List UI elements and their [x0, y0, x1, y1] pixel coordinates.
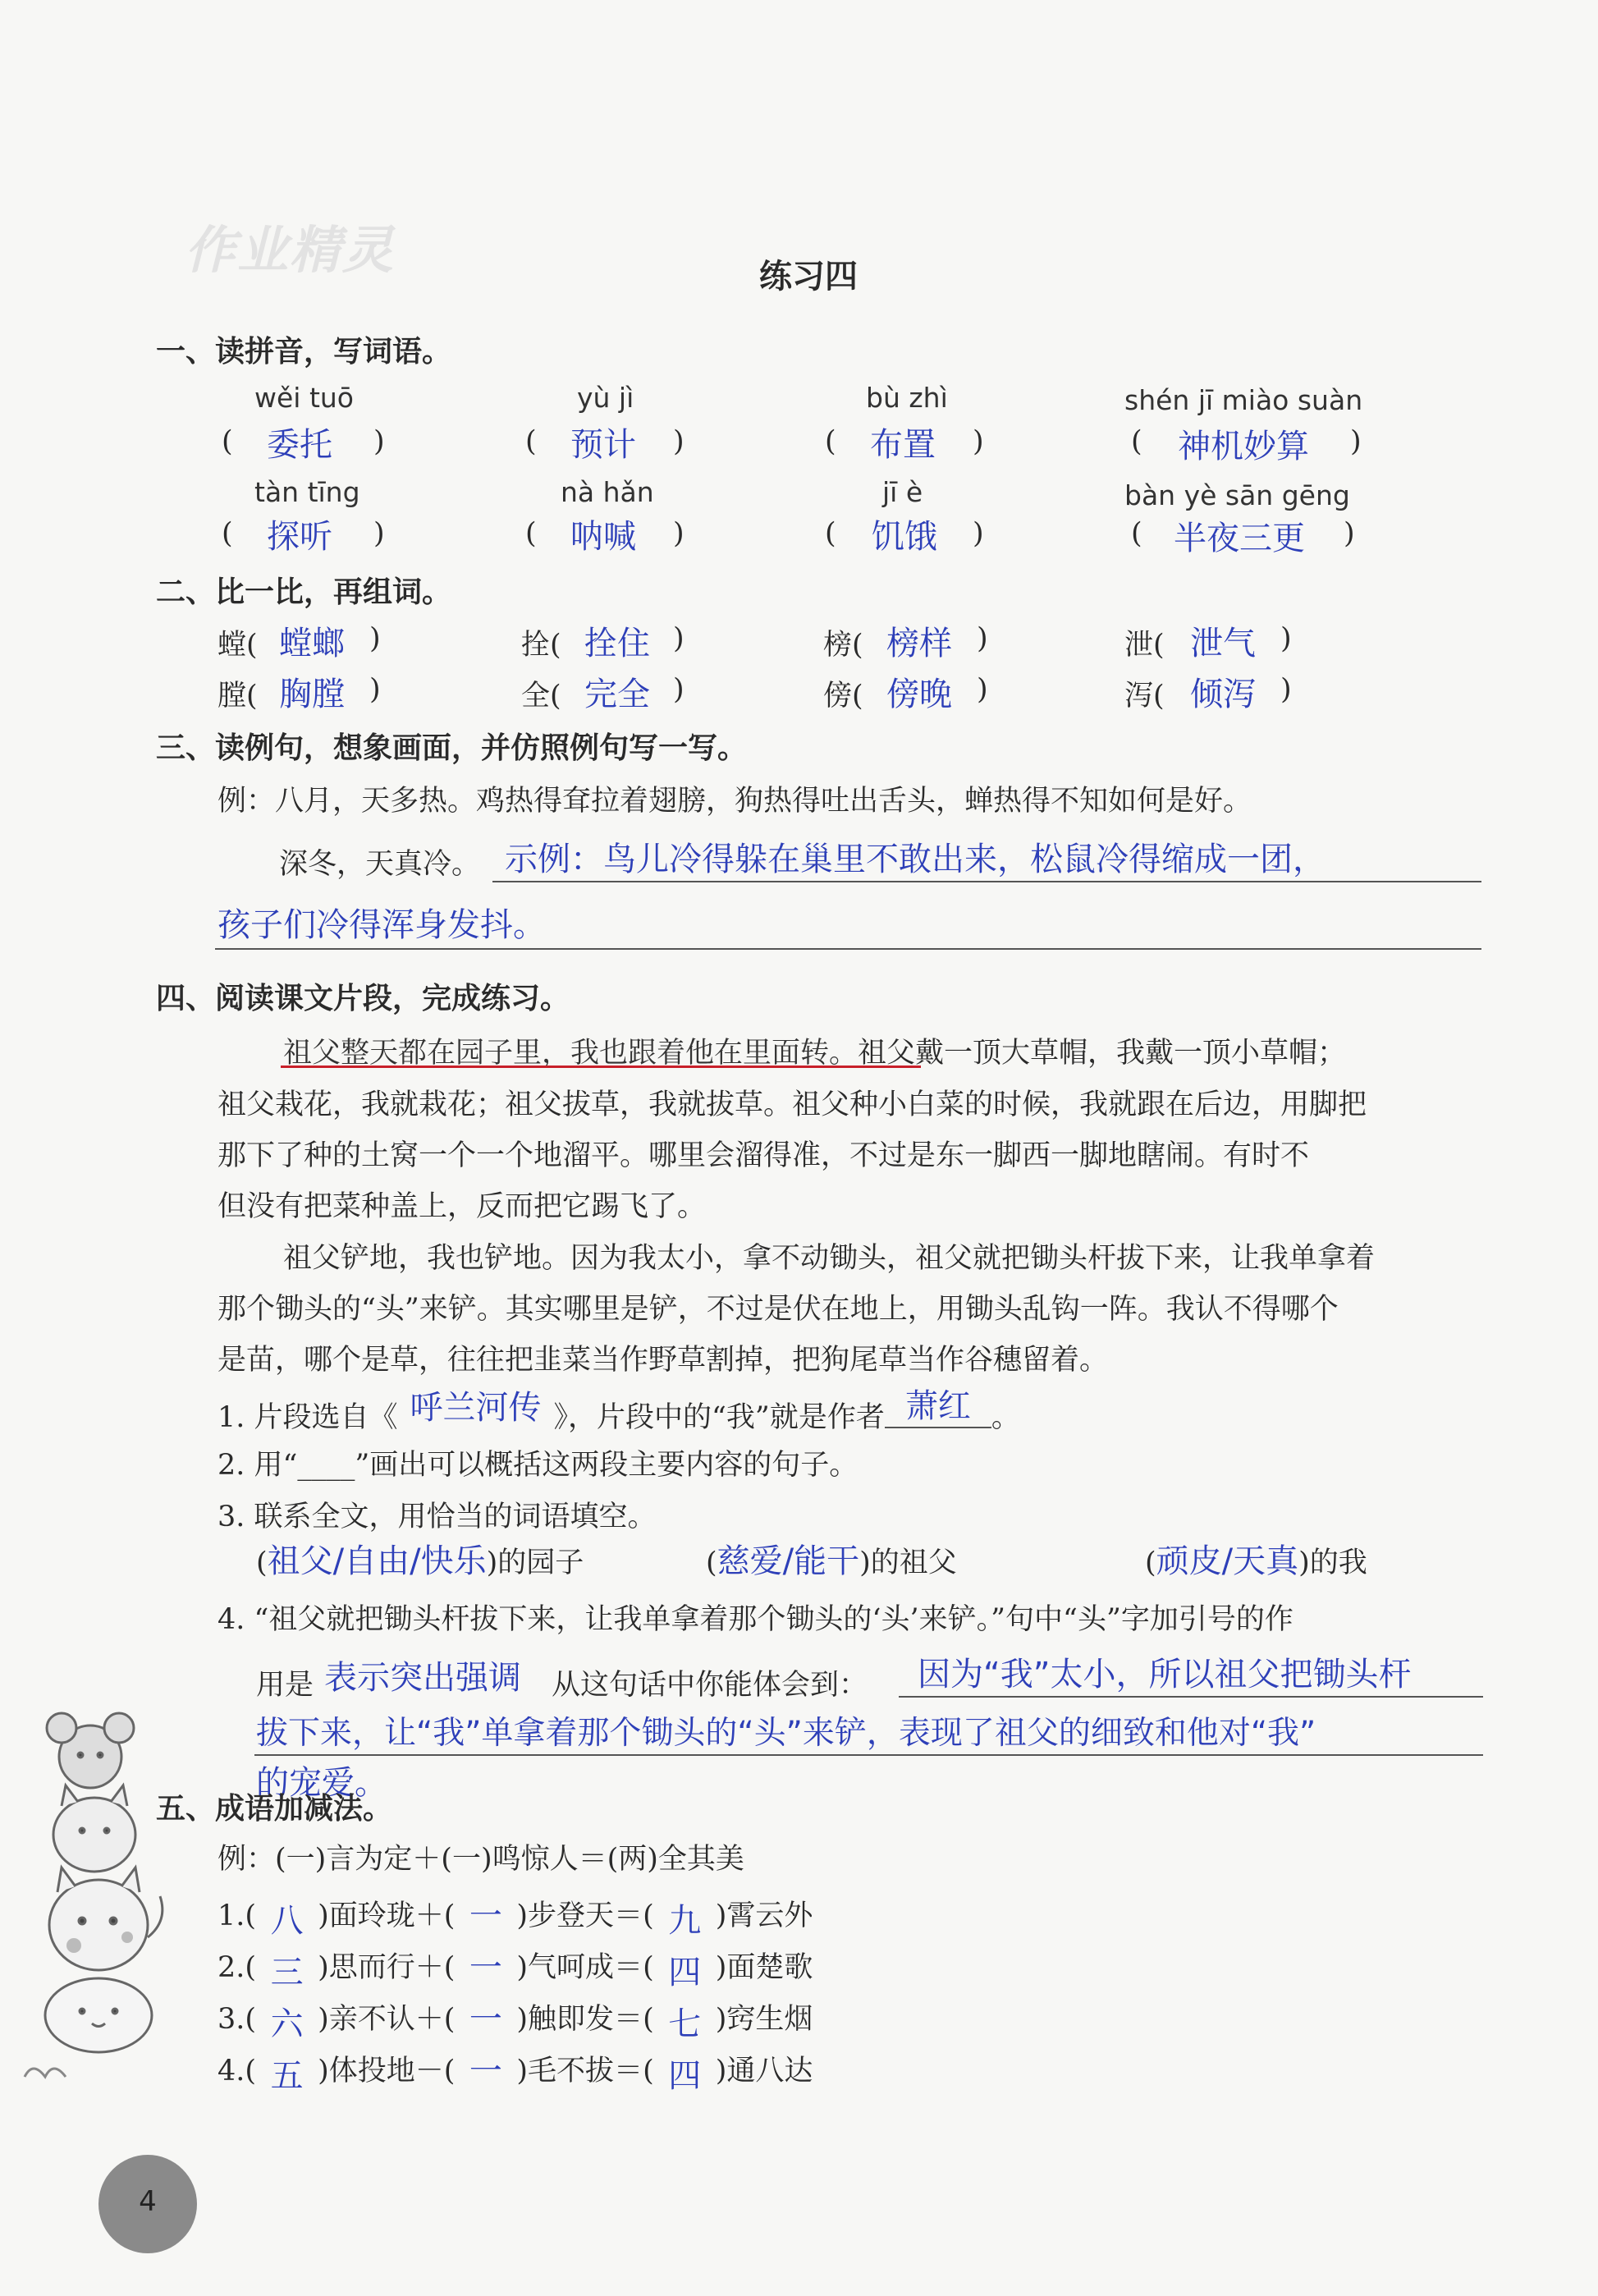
char-6: 全(: [521, 680, 561, 713]
answer-5: 探听: [267, 518, 332, 556]
pinyin-3: bù zhì: [866, 382, 948, 414]
answer-8: 半夜三更: [1174, 520, 1305, 557]
answer-line: [215, 948, 1481, 950]
question-1: 1. 片段选自《 呼兰河传 》，片段中的“我”就是作者 萧红 。: [217, 1390, 1020, 1438]
passage-line-2: 祖父栽花，我就栽花；祖父拔草，我就拔草。祖父种小白菜的时候，我就跟在后边，用脚把: [217, 1088, 1367, 1121]
page-title: 练习四: [759, 257, 858, 296]
paren-close: ): [673, 517, 685, 550]
char-7: 傍(: [823, 680, 863, 713]
section5-example: 例：(一)言为定＋(一)鸣惊人＝(两)全其美: [217, 1843, 744, 1876]
answer-line: [899, 1696, 1483, 1698]
q4-answer-2-line1: 因为“我”太小，所以祖父把锄头杆: [918, 1656, 1412, 1693]
question-4: 4. “祖父就把锄头杆拔下来，让我单拿着那个锄头的‘头’来铲。”句中“头”字加引号的作: [217, 1603, 1294, 1636]
answer-2: 预计: [570, 426, 636, 464]
answer-s2-4: 泄气: [1190, 625, 1256, 662]
paren-open: (: [222, 425, 233, 458]
paren-open: (: [825, 517, 836, 550]
underlined-summary: 祖父整天都在园子里，我也跟着他在里面转。: [283, 1037, 859, 1070]
answer-s2-8: 倾泻: [1190, 676, 1256, 713]
paren-close: ): [973, 425, 984, 458]
paren-close: ): [1280, 673, 1292, 706]
paren-open: (: [825, 425, 836, 458]
pinyin-7: jī è: [882, 476, 923, 508]
paren-close: ): [373, 425, 385, 458]
paren-open: (: [525, 425, 537, 458]
char-1: 螳(: [217, 629, 258, 662]
answer-4: 神机妙算: [1178, 428, 1309, 465]
paren-open: (: [525, 517, 537, 550]
section3-answer-line1: 示例：鸟儿冷得躲在巢里不敢出来，松鼠冷得缩成一团，: [505, 841, 1326, 878]
answer-6: 呐喊: [570, 518, 636, 556]
q3-blank-2: (慈爱/能干)的祖父: [706, 1542, 957, 1580]
answer-s2-3: 榜样: [886, 625, 952, 662]
section3-example: 例：八月，天多热。鸡热得耷拉着翅膀，狗热得吐出舌头，蝉热得不知如何是好。: [217, 785, 1252, 818]
watermark-logo: 作业精灵: [185, 220, 396, 280]
answer-7: 饥饿: [872, 518, 937, 556]
answer-1: 委托: [267, 426, 332, 464]
page-number: 4: [139, 2185, 157, 2218]
paren-close: ): [673, 425, 685, 458]
section3-heading: 三、读例句，想象画面，并仿照例句写一写。: [156, 731, 748, 765]
passage-line-1: 祖父整天都在园子里，我也跟着他在里面转。祖父戴一顶大草帽，我戴一顶小草帽；: [283, 1037, 1347, 1070]
red-underline: [281, 1066, 921, 1068]
char-3: 榜(: [823, 629, 863, 662]
pinyin-4: shén jī miào suàn: [1124, 384, 1363, 416]
paren-close: ): [373, 517, 385, 550]
q4-answer-2-line3: 的宠爱。: [256, 1764, 387, 1802]
passage-line-7: 是苗，哪个是草，往往把韭菜当作野草割掉，把狗尾草当作谷穗留着。: [217, 1344, 1109, 1377]
q3-blank-3: (顽皮/天真)的我: [1145, 1542, 1367, 1580]
q3-blank-1: (祖父/自由/快乐)的园子: [256, 1542, 584, 1580]
section2-heading: 二、比一比，再组词。: [156, 575, 452, 609]
pinyin-1: wěi tuō: [254, 382, 354, 414]
idiom-row-2: 2.( 三 )思而行＋( 一 )气呵成＝( 四 )面楚歌: [217, 1949, 813, 1991]
paren-close: ): [673, 673, 685, 706]
pinyin-2: yù jì: [577, 382, 634, 414]
answer-line: [492, 881, 1481, 882]
answer-s2-6: 完全: [584, 676, 650, 713]
section3-answer-line2: 孩子们冷得浑身发抖。: [217, 906, 546, 944]
idiom-row-3: 3.( 六 )亲不认＋( 一 )触即发＝( 七 )窍生烟: [217, 2000, 813, 2043]
paren-open: (: [1131, 425, 1142, 458]
char-4: 泄(: [1124, 629, 1165, 662]
answer-s2-7: 傍晚: [886, 676, 952, 713]
section1-heading: 一、读拼音，写词语。: [156, 334, 452, 369]
q4-answer-2-line2: 拔下来，让“我”单拿着那个锄头的“头”来铲，表现了祖父的细致和他对“我”: [256, 1715, 1316, 1752]
question-3: 3. 联系全文，用恰当的词语填空。: [217, 1501, 657, 1533]
paren-close: ): [369, 673, 381, 706]
paren-close: ): [973, 517, 984, 550]
paren-close: ): [977, 673, 988, 706]
idiom-row-1: 1.( 八 )面玲珑＋( 一 )步登天＝( 九 )霄云外: [217, 1897, 813, 1940]
q4-line2-a: 用是: [256, 1669, 314, 1702]
q4-line2-b: 从这句话中你能体会到：: [552, 1669, 868, 1702]
paren-close: ): [1280, 622, 1292, 655]
answer-line: [254, 1754, 1483, 1756]
answer-3: 布置: [870, 426, 936, 464]
passage-line-6: 那个锄头的“头”来铲。其实哪里是铲，不过是伏在地上，用锄头乱钩一阵。我认不得哪个: [217, 1293, 1339, 1326]
q4-answer-1: 表示突出强调: [324, 1659, 521, 1697]
pinyin-8: bàn yè sān gēng: [1124, 479, 1350, 511]
answer-s2-5: 胸膛: [279, 676, 345, 713]
char-5: 膛(: [217, 680, 258, 713]
paren-open: (: [222, 517, 233, 550]
cartoon-animals-illustration: [16, 1691, 181, 2101]
section3-prompt: 深冬，天真冷。: [279, 848, 481, 881]
question-2: 2. 用“____”画出可以概括这两段主要内容的句子。: [217, 1449, 859, 1482]
paren-close: ): [977, 622, 988, 655]
passage-line-4: 但没有把菜种盖上，反而把它踢飞了。: [217, 1190, 707, 1223]
paren-close: ): [1344, 517, 1355, 550]
paren-open: (: [1131, 517, 1142, 550]
pinyin-5: tàn tīng: [254, 476, 360, 508]
paren-close: ): [673, 622, 685, 655]
paren-close: ): [1350, 425, 1362, 458]
q1-answer-book: 呼兰河传: [410, 1389, 542, 1427]
section4-heading: 四、阅读课文片段，完成练习。: [156, 981, 570, 1015]
section5-heading: 五、成语加减法。: [156, 1791, 393, 1826]
paren-close: ): [369, 622, 381, 655]
idiom-row-4: 4.( 五 )体投地－( 一 )毛不拔＝( 四 )通八达: [217, 2052, 813, 2095]
q1-answer-author: 萧红: [885, 1380, 991, 1428]
char-8: 泻(: [1124, 680, 1165, 713]
answer-s2-1: 螳螂: [279, 625, 345, 662]
answer-s2-2: 拴住: [584, 625, 650, 662]
passage-line-5: 祖父铲地，我也铲地。因为我太小，拿不动锄头，祖父就把锄头杆拔下来，让我单拿着: [283, 1242, 1376, 1275]
pinyin-6: nà hǎn: [561, 476, 654, 508]
passage-line-3: 那下了种的土窝一个一个地溜平。哪里会溜得准，不过是东一脚西一脚地瞎闹。有时不: [217, 1139, 1310, 1172]
char-2: 拴(: [521, 629, 561, 662]
